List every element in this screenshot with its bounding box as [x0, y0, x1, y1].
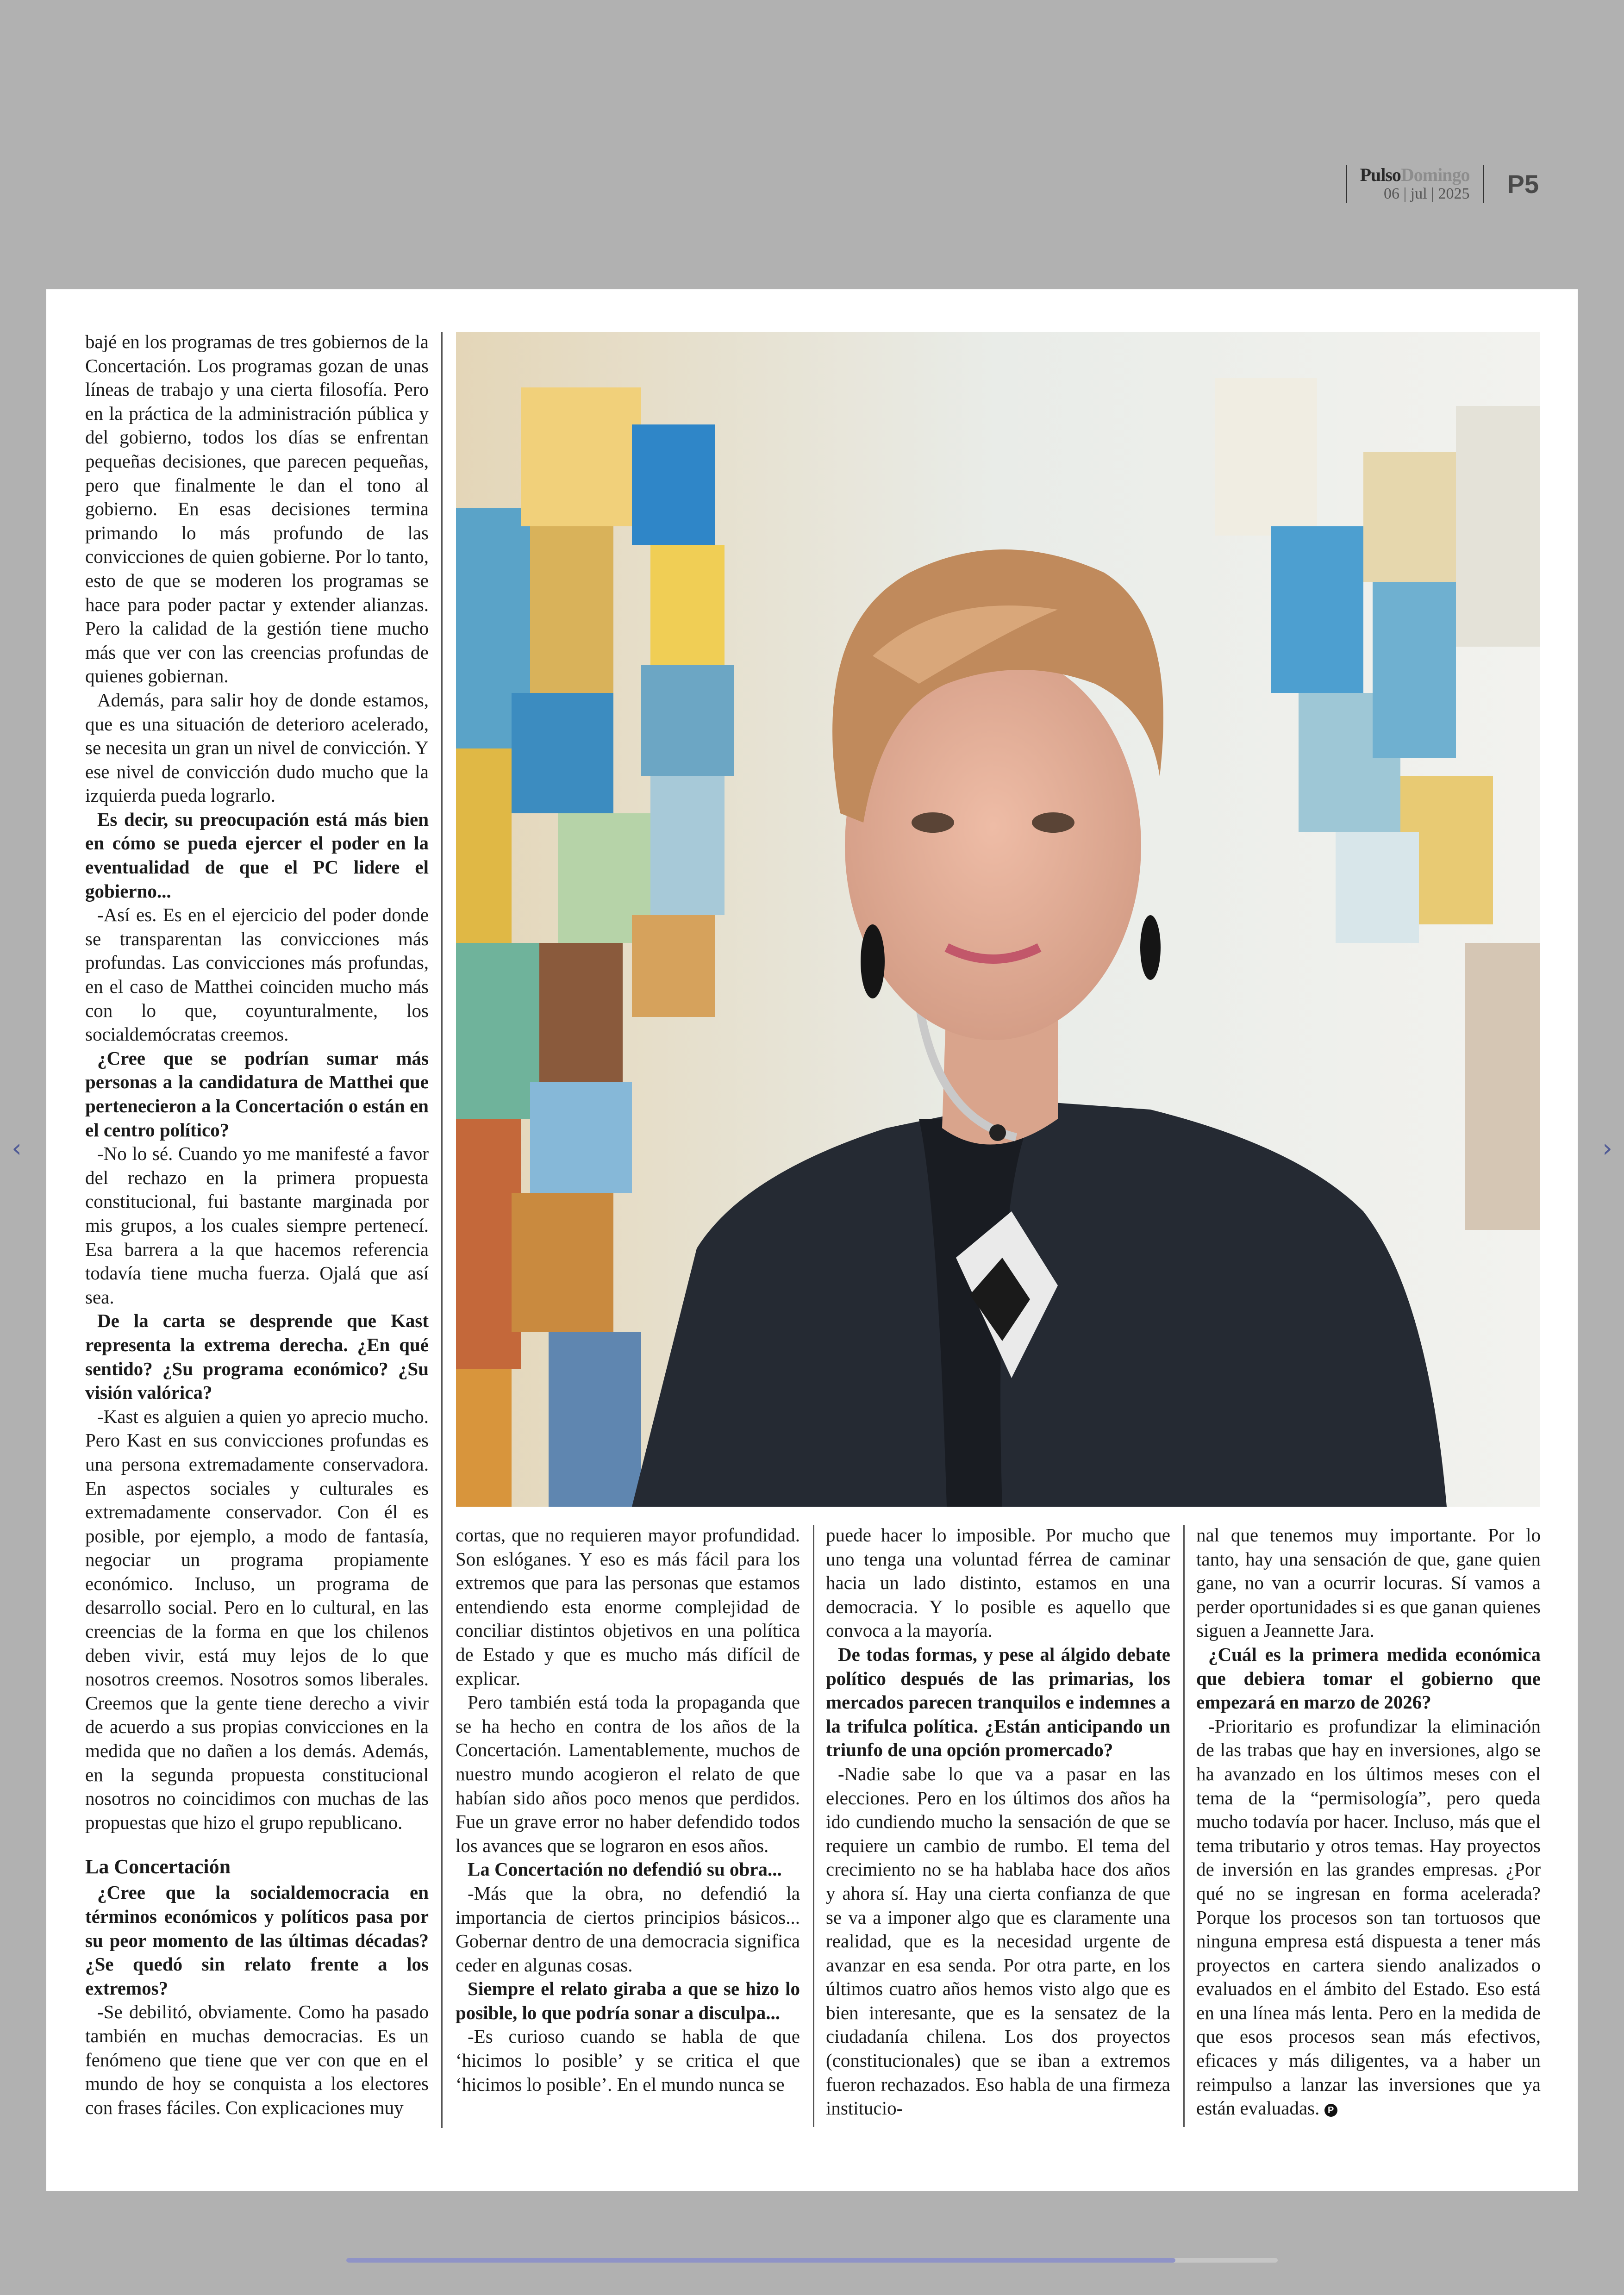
- text-column-3: [826, 1523, 1170, 2134]
- interview-question: Siempre el relato giraba a que se hizo lo posible, lo que podría sonar a disculpa...: [456, 1978, 800, 2023]
- reading-progress-fill: [346, 2258, 1175, 2263]
- interview-question: Es decir, su preocupación está más bien en cómo se pueda ejercer el poder en la eventualidad de que el PC lidere el gobierno...: [85, 808, 429, 902]
- newspaper-page: [46, 289, 1578, 2191]
- brand-logo: PulsoDomingo: [1360, 164, 1470, 185]
- interview-question: ¿Cree que se podrían sumar más personas a la candidatura de Matthei que pertenecieron a la Concertación o están en el centro político?: [85, 1047, 429, 1141]
- interview-answer: nal que tenemos muy importante. Por lo tanto, hay una sensación de que, gane quien gane, no van a ocurrir locuras. Sí vamos a perder oportunidades si es que ganan quienes siguen a Jeannette Jara.: [1196, 1524, 1541, 1641]
- portrait-illustration: [456, 332, 1540, 1507]
- interview-answer: -Más que la obra, no defendió la importancia de ciertos principios básicos... Gobernar dentro de una democracia significa ceder en algunas cosas.: [456, 1882, 800, 1976]
- interview-answer: cortas, que no requieren mayor profundidad. Son eslóganes. Y eso es más fácil para los extremos que para las personas que estamos entendiendo esta enorme complejidad de conciliar distintos objetivos en una política de Estado y que es mucho más difícil de explicar.: [456, 1524, 800, 1689]
- prev-page-button[interactable]: [3, 1129, 31, 1166]
- reading-progress-bar[interactable]: [346, 2258, 1278, 2263]
- interview-answer: bajé en los programas de tres gobiernos de la Concertación. Los programas gozan de unas líneas de trabajo y una cierta filosofía. Pero en la práctica de la administración pública y del gobierno, todos los días se enfrentan pequeñas decisiones, que parecen pequeñas, pero que finalmente le dan el tono al gobierno. En esas decisiones termina primando lo más profundo de las convicciones de quien gobierne. Por lo tanto, esto de que se moderen los programas se hace para poder pactar y extender alianzas. Pero la calidad de la gestión tiene mucho más que ver con las creencias profundas de quienes gobiernan.: [85, 331, 429, 687]
- column-rule: [441, 332, 443, 2128]
- text-column-2: [456, 1523, 800, 2134]
- interview-answer: -Así es. Es en el ejercicio del poder donde se transparentan las convicciones más profundas. Las convicciones más profundas, en el caso de Matthei coinciden mucho más con lo que, coyunturalmente, los socialdemócratas creemos.: [85, 904, 429, 1045]
- interview-answer: -No lo sé. Cuando yo me manifesté a favor del rechazo en la primera propuesta constitucional, fui bastante marginada por mis grupos, a los cuales siempre pertenecí. Esa barrera a la que hacemos referencia todavía tiene mucha fuerza. Ojalá que así sea.: [85, 1143, 429, 1308]
- interview-question: ¿Cree que la socialdemocracia en términos económicos y políticos pasa por su peor momento de las últimas décadas? ¿Se quedó sin relato frente a los extremos?: [85, 1882, 429, 1999]
- issue-date: 06 | jul | 2025: [1383, 185, 1470, 202]
- page-number: P5: [1507, 169, 1539, 199]
- interview-question: De todas formas, y pese al álgido debate político después de las primarias, los mercados parecen tranquilos e indemnes a la trifulca política. ¿Están anticipando un triunfo de una opción promercado?: [826, 1643, 1170, 1761]
- chevron-left-icon: ‹: [12, 1133, 22, 1163]
- interview-answer: -Es curioso cuando se habla de que ‘hicimos lo posible’ y se critica el que ‘hicimos lo posible’. En el mundo nunca se: [456, 2026, 800, 2095]
- column-rule: [813, 1525, 814, 2127]
- section-heading: La Concertación: [85, 1855, 231, 1878]
- interview-question: ¿Cuál es la primera medida económica que debiera tomar el gobierno que empezará en marzo de 2026?: [1196, 1643, 1541, 1713]
- text-column-4: [1196, 1523, 1541, 2134]
- next-page-button[interactable]: [1593, 1129, 1621, 1166]
- interview-answer: Además, para salir hoy de donde estamos, que es una situación de deterioro acelerado, se necesita un gran un nivel de convicción. Y ese nivel de convicción dudo mucho que la izquierda pueda lograrlo.: [85, 689, 429, 806]
- interview-answer: -Kast es alguien a quien yo aprecio mucho. Pero Kast en sus convicciones profundas es una persona extremadamente conservadora. En aspectos sociales y culturales es extremadamente conservador. Con él es posible, por ejemplo, a modo de fantasía, negociar un programa propiamente económico. Incluso, un programa de desarrollo social. Pero en lo cultural, en las creencias de la forma en que los chilenos deben vivir, está muy lejos de lo que nosotros creemos. Nosotros somos liberales. Creemos que la gente tiene derecho a vivir de acuerdo a sus propias convicciones en la medida que no dañen a los demás. Además, en la segunda propuesta constitucional nosotros no coincidimos con muchas de las propuestas que hizo el grupo republicano.: [85, 1405, 429, 1833]
- interview-answer: -Nadie sabe lo que va a pasar en las elecciones. Pero en los últimos dos años ha ido cundiendo mucho la sensación de que se requiere un cambio de rumbo. El tema del crecimiento no se ha hablaba hace dos años y ahora sí. Hay una cierta confianza de que se va a imponer algo que es claramente una realidad, que es la necesidad urgente de avanzar en esa senda. Por otra parte, en los últimos cuatro años hemos visto algo que es bien interesante, que es la sensatez de la ciudadanía chilena. Los dos proyectos (constitucionales) que se iban a extremos fueron rechazados. Eso habla de una firmeza institucio-: [826, 1763, 1170, 2119]
- masthead: [1347, 166, 1483, 202]
- interview-answer: -Se debilitó, obviamente. Como ha pasado también en muchas democracias. Es un fenómeno que tiene que ver con que en el mundo de hoy se conquista a los electores con frases fáciles. Con explicaciones muy: [85, 2001, 429, 2118]
- text-column-1: [85, 330, 429, 2135]
- column-rule: [1183, 1525, 1185, 2127]
- interview-question: La Concertación no defendió su obra...: [468, 1858, 782, 1880]
- section-gap: [85, 1834, 429, 1853]
- interview-question: De la carta se desprende que Kast representa la extrema derecha. ¿En qué sentido? ¿Su programa económico? ¿Su visión valórica?: [85, 1310, 429, 1403]
- portrait-photo: [456, 332, 1540, 1507]
- page-header: [1346, 163, 1539, 205]
- interview-answer: puede hacer lo imposible. Por mucho que uno tenga una voluntad férrea de caminar hacia un lado distinto, estamos en una democracia. Y lo posible es aquello que convoca a la mayoría.: [826, 1524, 1170, 1641]
- interview-answer: Pero también está toda la propaganda que se ha hecho en contra de los años de la Concertación. Lamentablemente, muchos de nuestro mundo acogieron el relato de que habían sido años poco menos que perdidos. Fue un grave error no haber defendido todos los avances que se lograron en esos años.: [456, 1691, 800, 1856]
- end-of-article-icon: P: [1324, 2104, 1337, 2117]
- interview-answer: -Prioritario es profundizar la eliminación de las trabas que hay en inversiones, algo se ha avanzado en los últimos meses con el tema de la “permisología”, pero queda mucho todavía por hacer. Incluso, más que el tema tributario y otros temas. Hay proyectos de inversión en las grandes empresas. ¿Por qué no se ingresan en forma acelerada? Porque los procesos son tan tortuosos que ninguna empresa está dispuesta a tener más proyectos en cartera siendo analizados o evaluados en el ámbito del Estado. Eso está en una línea más lenta. Pero en la medida de que esos procesos sean más efectivos, eficaces y más diligentes, va a haber un reimpulso a lanzar las inversiones que ya están evaluadas. P: [1196, 1715, 1541, 2119]
- chevron-right-icon: ›: [1602, 1133, 1612, 1163]
